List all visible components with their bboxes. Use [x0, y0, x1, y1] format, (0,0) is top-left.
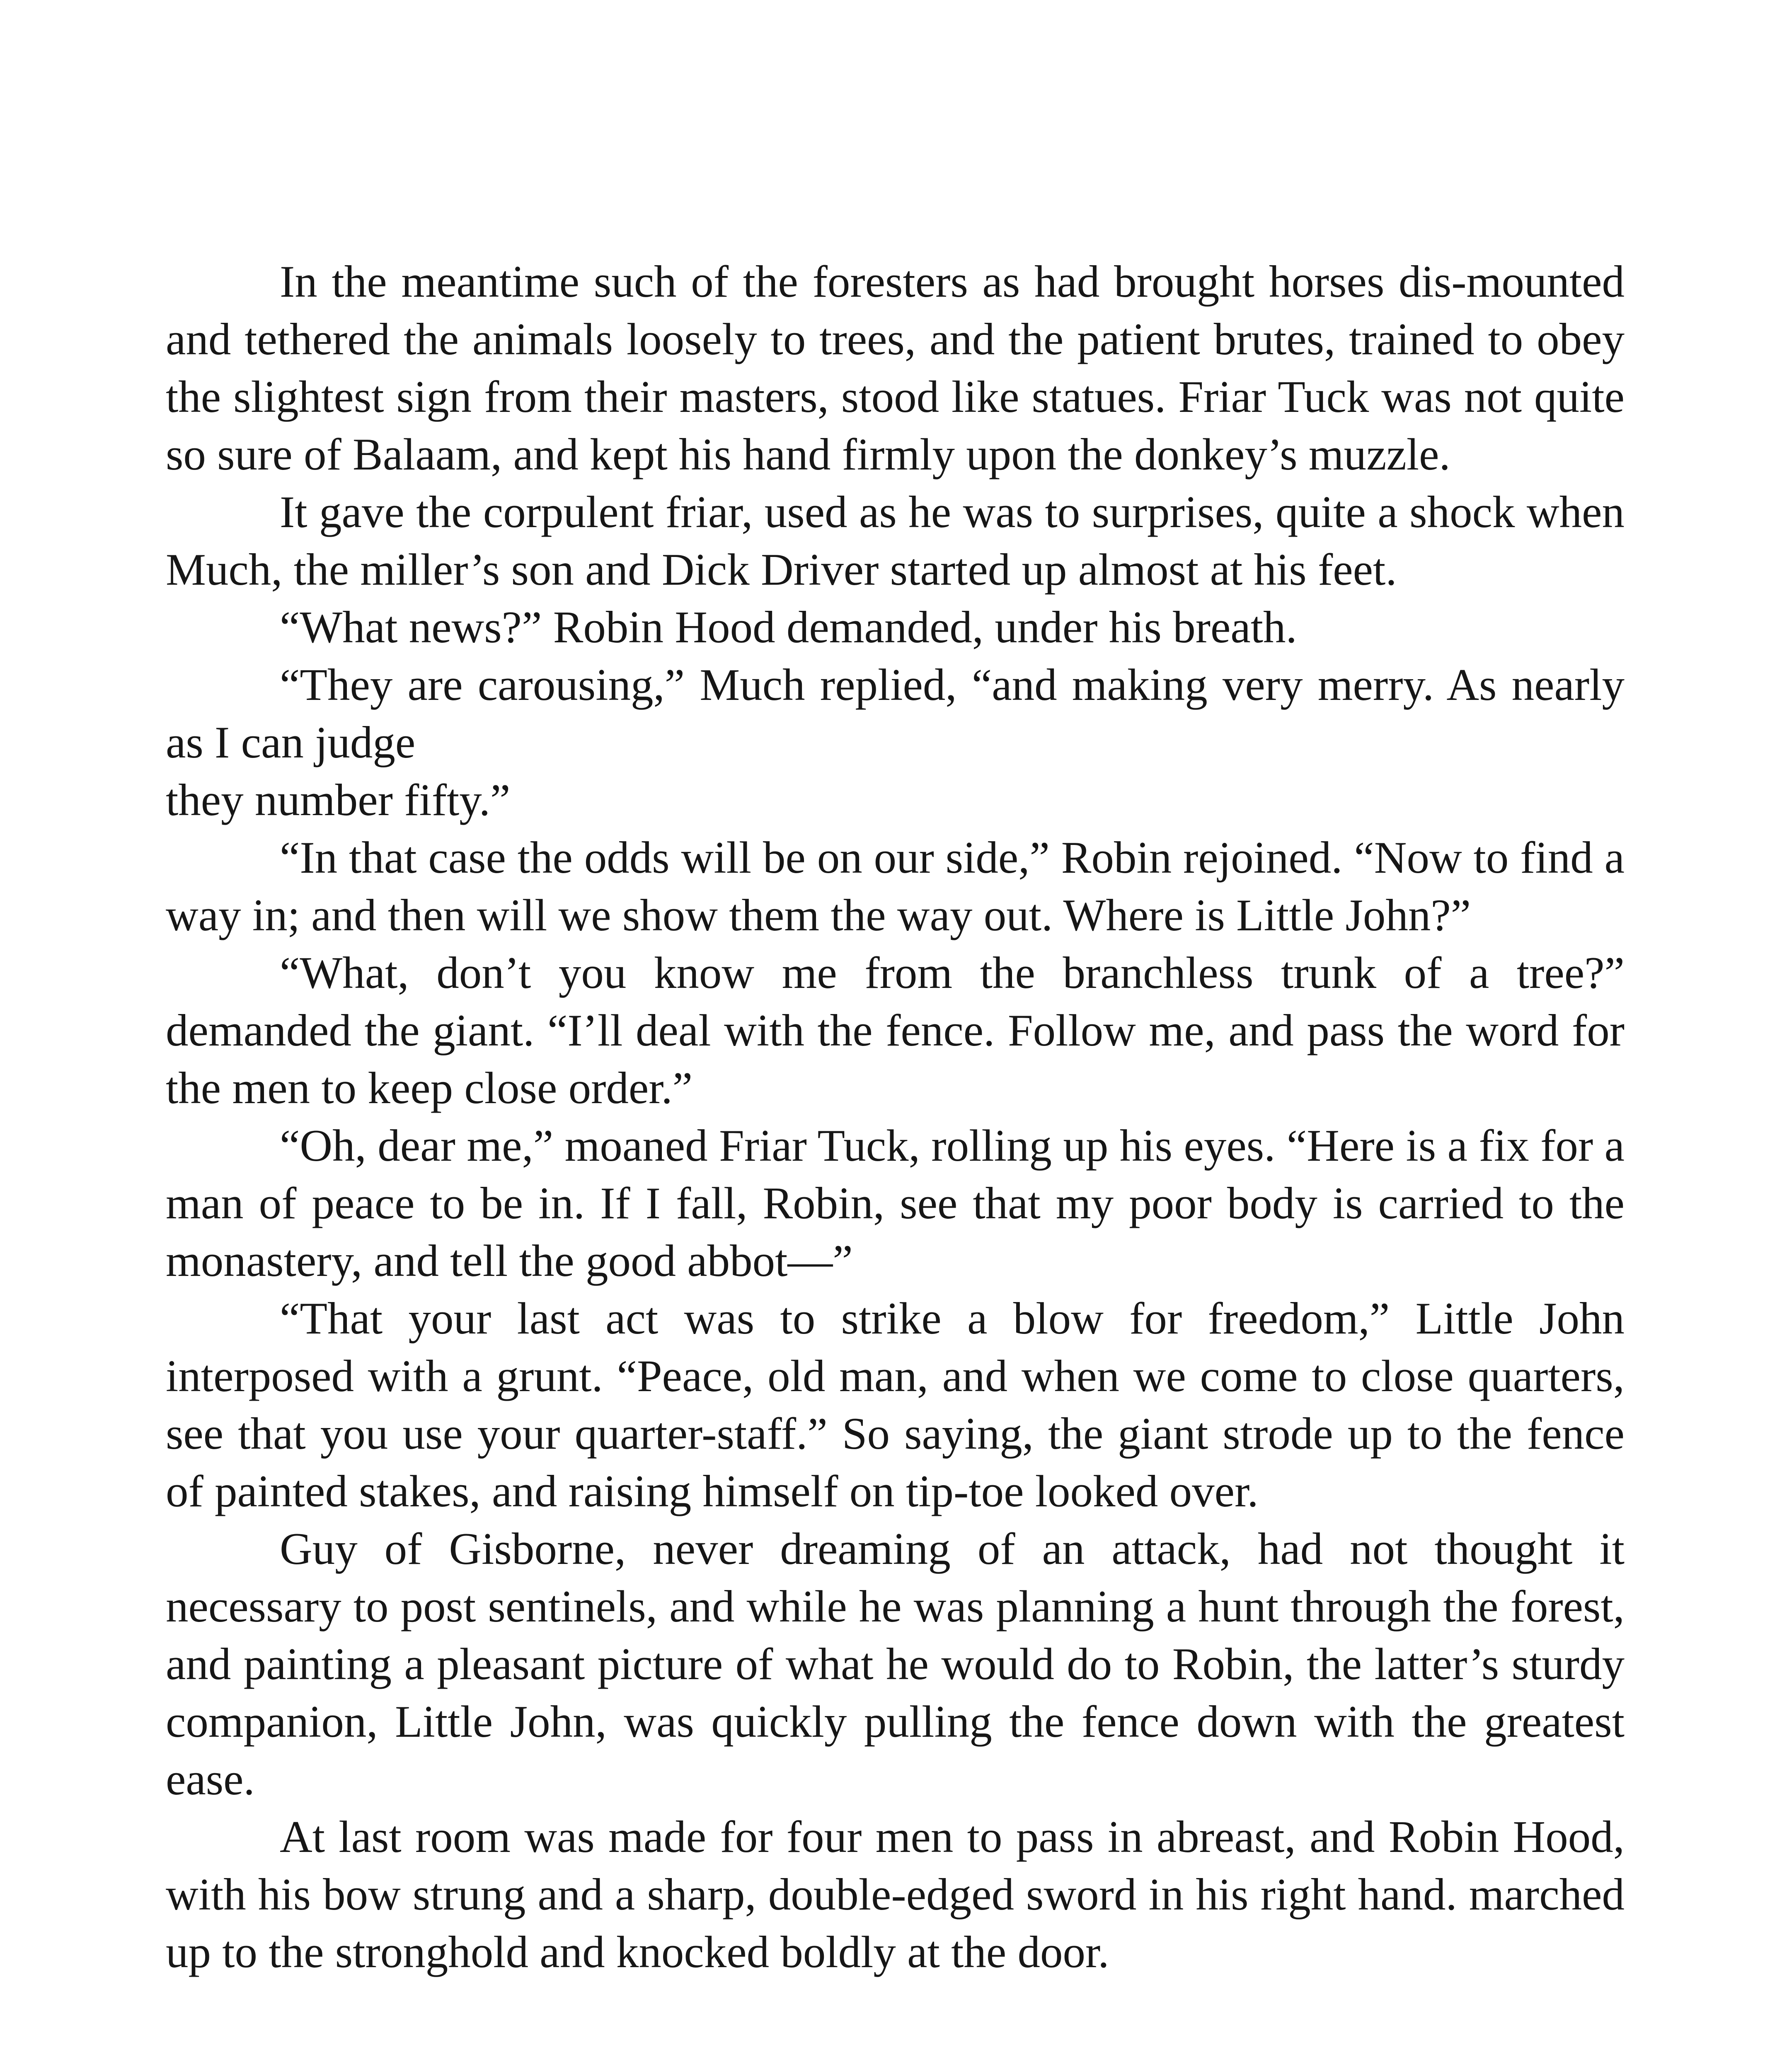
paragraph-10: At last room was made for four men to pass in abreast, and Robin Hood, with his bow strung and a sharp, double-edged sword in his right hand. marched up to the stronghold and knocked boldly at the door. — [166, 1812, 1625, 1977]
paragraph-7: “Oh, dear me,” moaned Friar Tuck, rolling up his eyes. “Here is a fix for a man of peace to be in. If I fall, Robin, see that my poor body is carried to the monastery, and tell the good abbot—” — [166, 1121, 1625, 1286]
body-text — [166, 253, 1625, 1981]
paragraph-8: “That your last act was to strike a blow for freedom,” Little John interposed with a grunt. “Peace, old man, and when we come to close quarters, see that you use your quarter-staff.” So saying, the giant strode up to the fence of painted stakes, and raising himself on tip-toe looked over. — [166, 1293, 1625, 1516]
paragraph-6: “What, don’t you know me from the branchless trunk of a tree?” demanded the giant. “I’ll deal with the fence. Follow me, and pass the word for the men to keep close order.” — [166, 948, 1625, 1113]
paragraph-4: “They are carousing,” Much replied, “and making very merry. As nearly as I can judge — [166, 660, 1625, 767]
paragraph-2: It gave the corpulent friar, used as he was to surprises, quite a shock when Much, the miller’s son and Dick Driver started up almost at his feet. — [166, 487, 1625, 595]
paragraph-1: In the meantime such of the foresters as had brought horses dis-mounted and tethered the animals loosely to trees, and the patient brutes, trained to obey the slightest sign from their masters, stood like statues. Friar Tuck was not quite so sure of Balaam, and kept his hand firmly upon the donkey’s muzzle. — [166, 257, 1625, 479]
paragraph-9: Guy of Gisborne, never dreaming of an attack, had not thought it necessary to post sentinels, and while he was planning a hunt through the forest, and painting a pleasant picture of what he would do to Robin, the latter’s sturdy companion, Little John, was quickly pulling the fence down with the greatest ease. — [166, 1524, 1625, 1804]
paragraph-4-continuation: they number fifty.” — [166, 775, 511, 825]
paragraph-5: “In that case the odds will be on our side,” Robin rejoined. “Now to find a way in; and then will we show them the way out. Where is Little John?” — [166, 833, 1625, 940]
paragraph-3: “What news?” Robin Hood demanded, under his breath. — [280, 602, 1297, 652]
